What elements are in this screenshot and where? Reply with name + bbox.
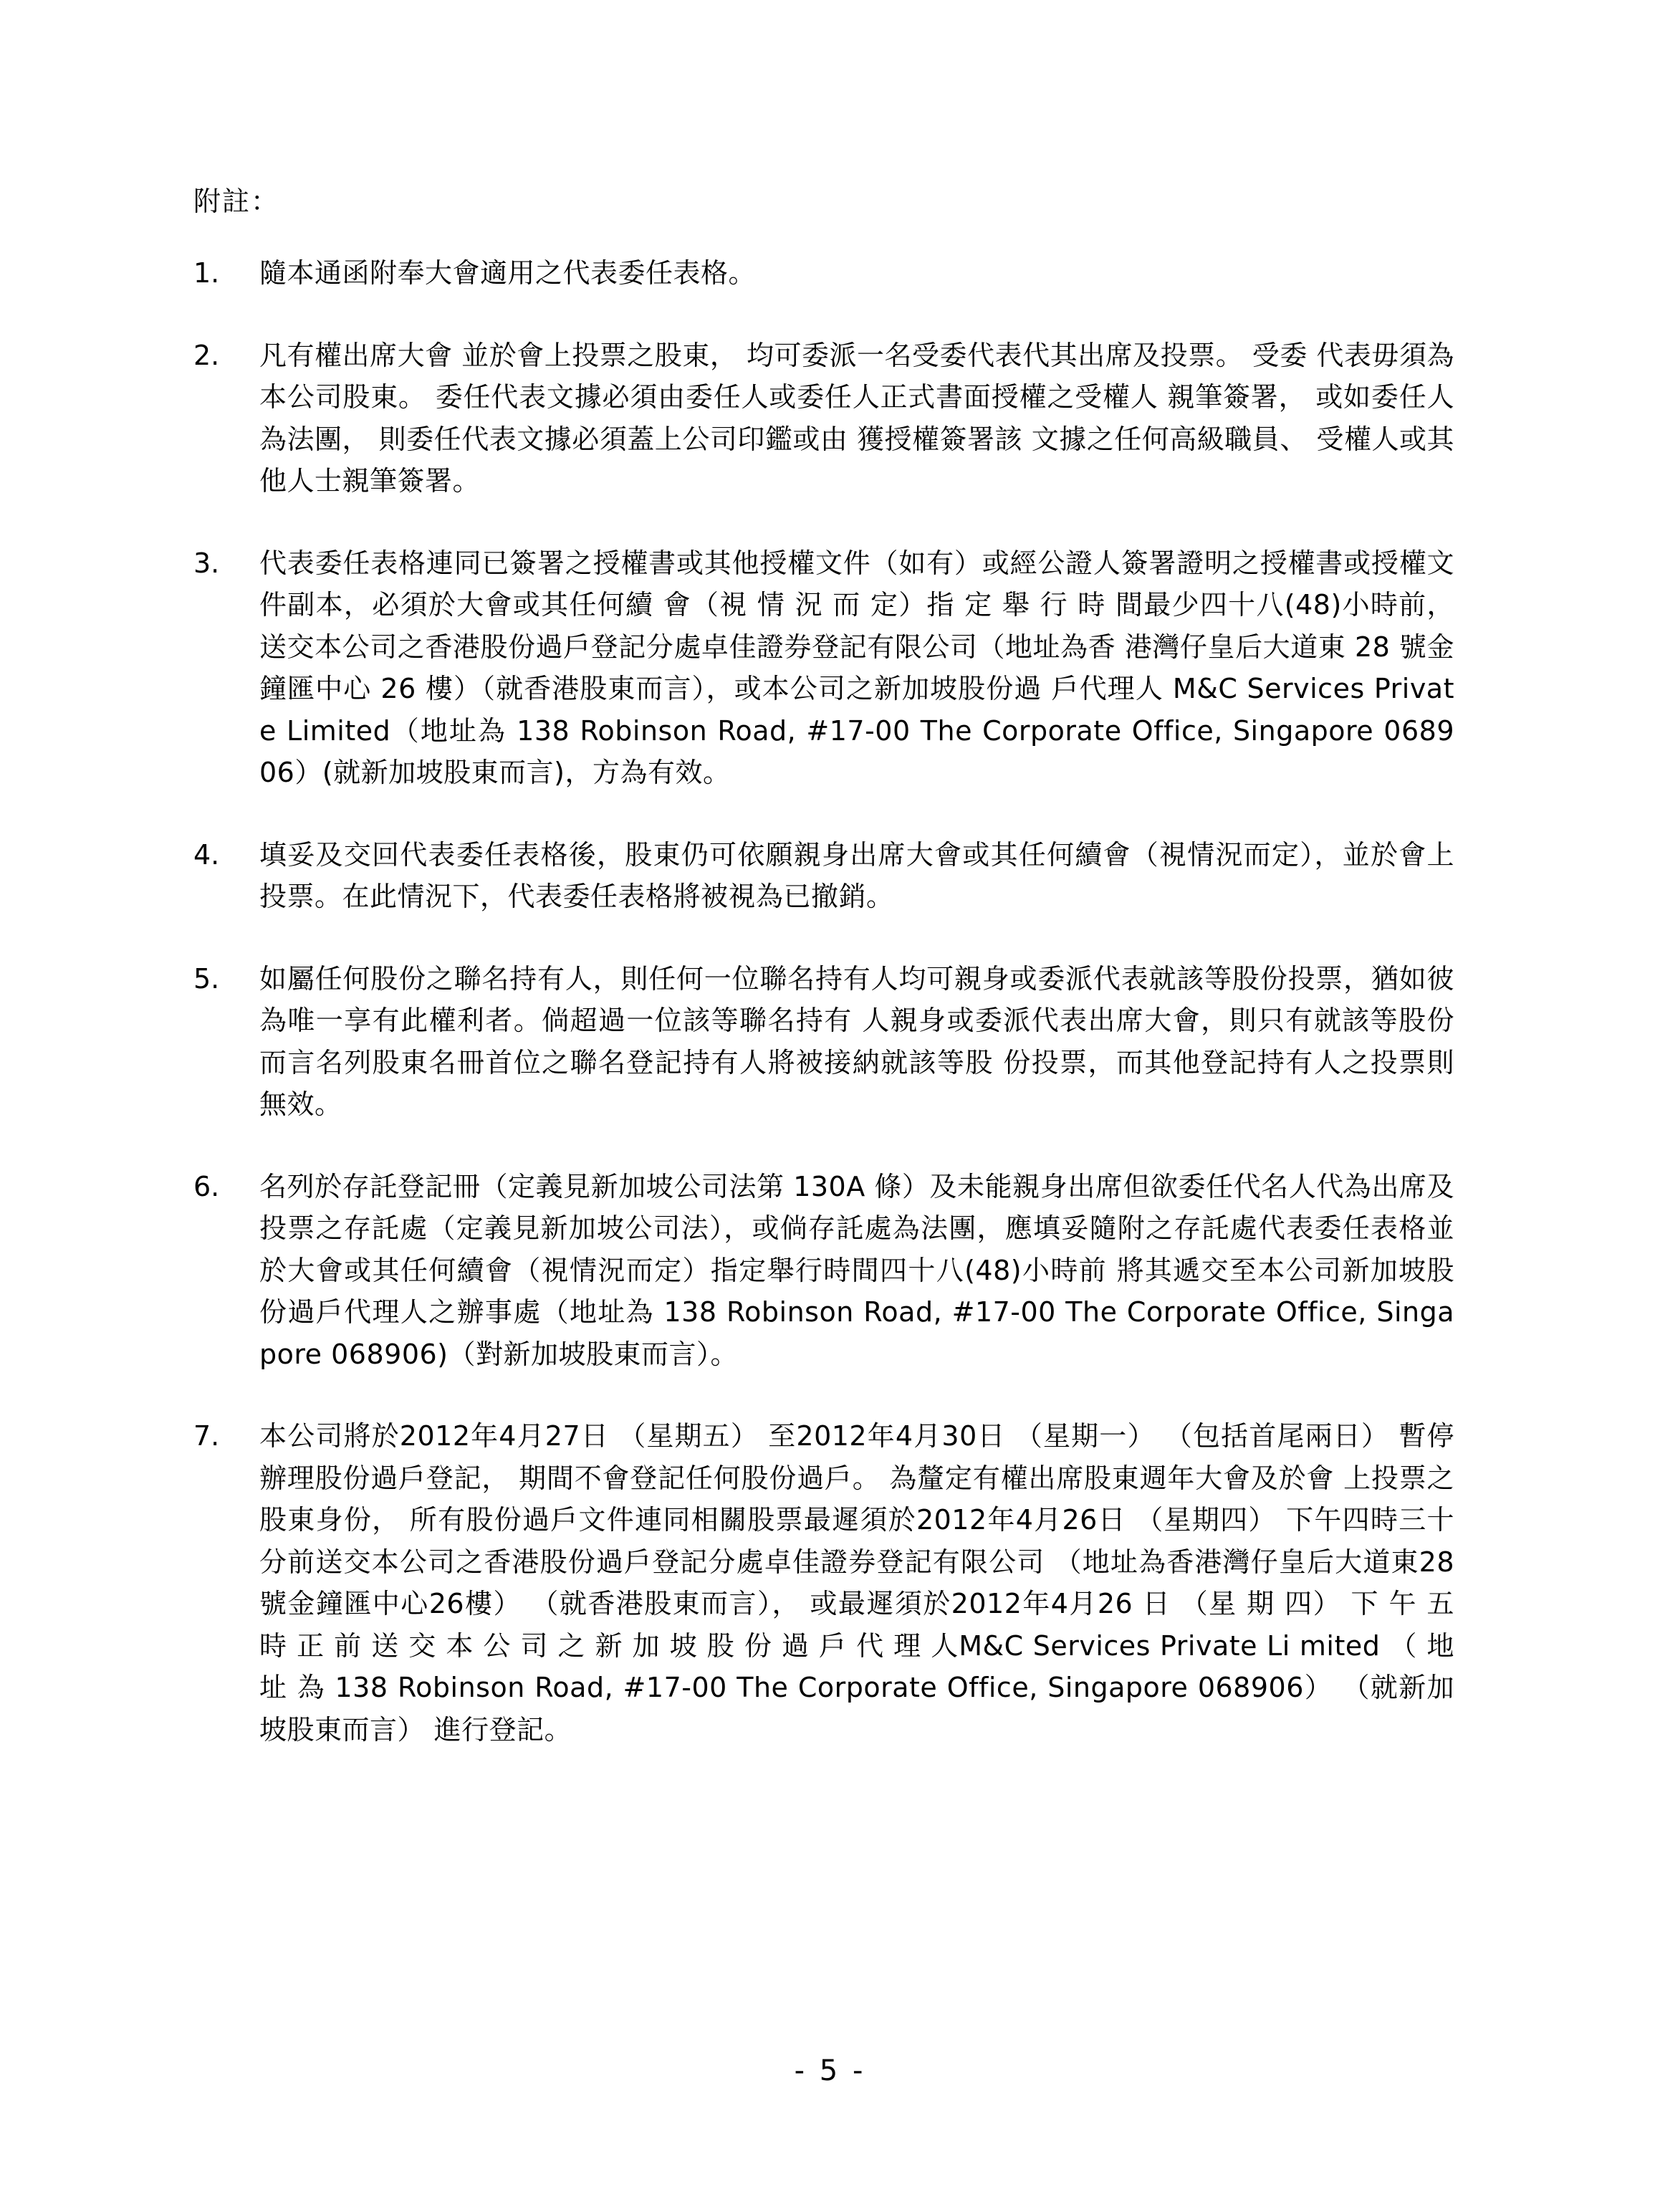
note-number: 7. [193,1420,220,1452]
note-item [193,542,1454,794]
note-text: 如屬任何股份之聯名持有人，則任何一位聯名持有人均可親身或委派代表就該等股份投票，猶如彼為唯一享有此權利者。倘超過一位該等聯名持有 人親身或委派代表出席大會，則只有就該等股份而言名列股東名冊首位之聯名登記持有人將被接納就該等股 份投票，而其他登記持有人之投票則無效。 [259,962,1454,1120]
note-text: 填妥及交回代表委任表格後，股東仍可依願親身出席大會或其任何續會（視情況而定），並於會上投票。在此情況下，代表委任表格將被視為已撤銷。 [259,838,1454,912]
note-number: 3. [193,547,220,579]
note-text: 隨本通函附奉大會適用之代表委任表格。 [259,257,757,289]
note-text: 代表委任表格連同已簽署之授權書或其他授權文件（如有）或經公證人簽署證明之授權書或授權文件副本，必須於大會或其任何續 會（視 情 況 而 定）指 定 舉 行 時 間最少四十八(48)小時前，送交本公司之香港股份過戶登記分處卓佳證券登記有限公司（地址為香 港灣仔皇后大道東 28 號金鐘匯中心 26 樓）（就香港股東而言），或本公司之新加坡股份過 戶代理人 M&C Services Private Limited（地址為 138 Robinson Road, #17-00 The Corporate Office, Singapore 068906）(就新加坡股東而言)，方為有效。 [259,547,1454,788]
note-number: 4. [193,838,220,871]
note-item [193,958,1454,1126]
note-number: 5. [193,962,220,995]
note-number: 6. [193,1170,220,1202]
notes-heading: 附註： [193,186,280,217]
page-number: - 5 - [794,2054,866,2087]
note-text: 本公司將於2012年4月27日 （星期五） 至2012年4月30日 （星期一） （包括首尾兩日） 暫停辦理股份過戶登記， 期間不會登記任何股份過戶。 為釐定有權出席股東週年大會及於會 上投票之股東身份， 所有股份過戶文件連同相關股票最遲須於2012年4月26日 （星期四） 下午四時三十分前送交本公司之香港股份過戶登記分處卓佳證券登記有限公司 （地址為香港灣仔皇后大道東28號金鐘匯中心26樓） （就香港股東而言）， 或最遲須於2012年4月26 日 （星 期 四） 下 午 五 時 正 前 送 交 本 公 司 之 新 加 坡 股 份 過 戶 代 理 人M&C Services Private Li mited （ 地 址 為 138 Robinson Road, #17-00 The Corporate Office, Singapore 068906） （就新加坡股東而言） 進行登記。 [259,1420,1454,1746]
note-item [193,252,1454,295]
note-text: 名列於存託登記冊（定義見新加坡公司法第 130A 條）及未能親身出席但欲委任代名人代為出席及投票之存託處（定義見新加坡公司法），或倘存託處為法團，應填妥隨附之存託處代表委任表格並於大會或其任何續會（視情況而定）指定舉行時間四十八(48)小時前 將其遞交至本公司新加坡股份過戶代理人之辦事處（地址為 138 Robinson Road, #17-00 The Corporate Office, Singapore 068906)（對新加坡股東而言）。 [259,1170,1454,1370]
note-number: 1. [193,257,220,289]
note-item [193,1415,1454,1751]
note-item [193,1166,1454,1376]
note-text: 凡有權出席大會 並於會上投票之股東， 均可委派一名受委代表代其出席及投票。 受委 代表毋須為本公司股東。 委任代表文據必須由委任人或委任人正式書面授權之受權人 親筆簽署， 或如委任人為法團， 則委任代表文據必須蓋上公司印鑑或由 獲授權簽署該 文據之任何高級職員、 受權人或其他人士親筆簽署。 [259,339,1454,497]
note-number: 2. [193,339,220,371]
note-item [193,335,1454,502]
notes-list [193,252,1454,1791]
note-item [193,834,1454,918]
